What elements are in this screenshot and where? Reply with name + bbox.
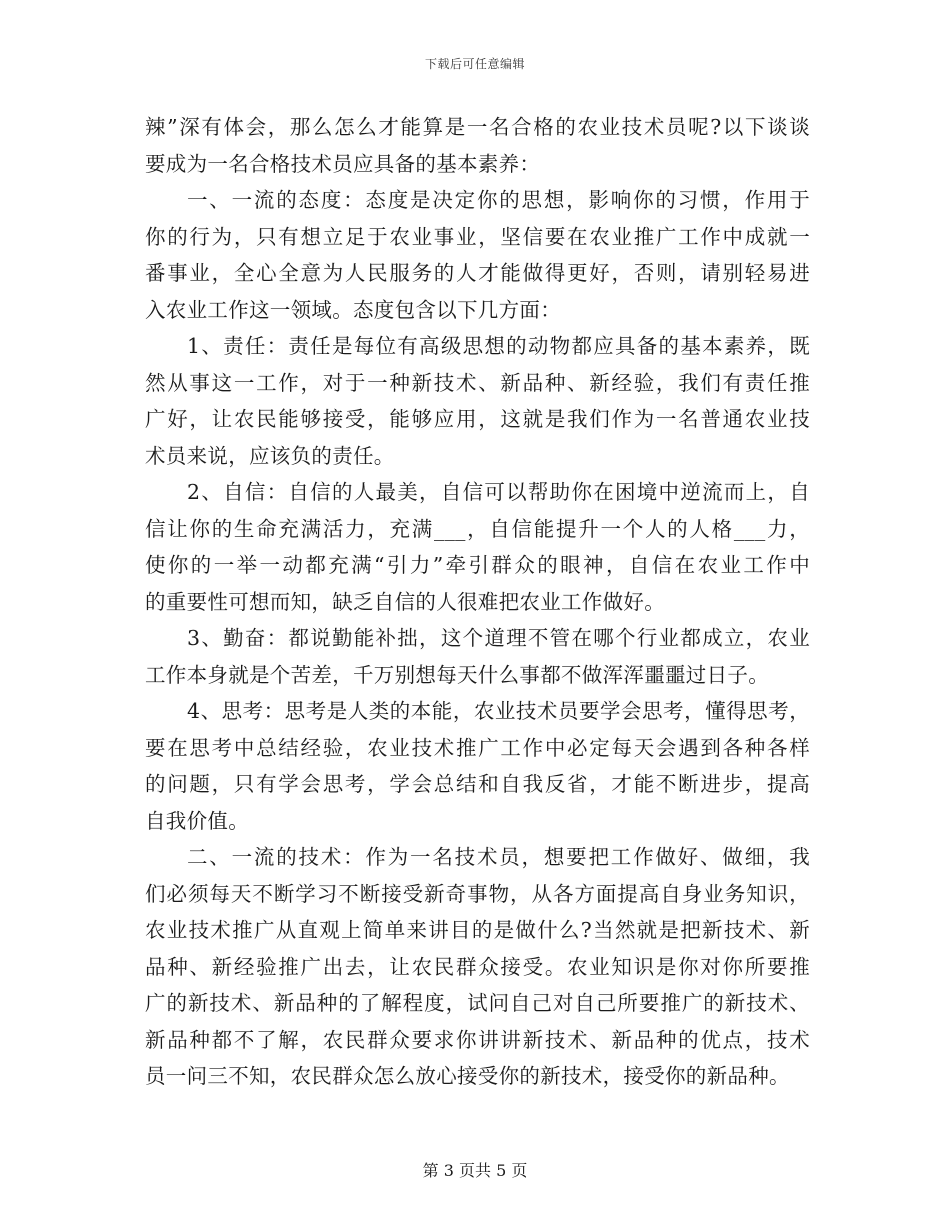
body-text-line: 辣”深有体会，那么怎么才能算是一名合格的农业技术员呢?以下谈谈 <box>145 115 810 139</box>
body-text-line: 员一问三不知，农民群众怎么放心接受你的新技术，接受你的新品种。 <box>145 1064 790 1088</box>
body-text-line: 要在思考中总结经验，农业技术推广工作中必定每天会遇到各种各样 <box>145 735 810 760</box>
body-text-line: 的重要性可想而知，缺乏自信的人很难把农业工作做好。 <box>145 589 665 614</box>
body-text-line: 工作本身就是个苦差，千万别想每天什么事都不做浑浑噩噩过日子。 <box>145 662 769 687</box>
body-text-line: 然从事这一工作，对于一种新技术、新品种、新经验，我们有责任推 <box>145 370 810 395</box>
body-text-line: 农业技术推广从直观上简单来讲目的是做什么?当然就是把新技术、新 <box>145 918 810 942</box>
body-text-line: 新品种都不了解，农民群众要求你讲讲新技术、新品种的优点，技术 <box>145 1027 810 1052</box>
body-text-line: 自我价值。 <box>145 808 249 833</box>
body-text-line: 番事业，全心全意为人民服务的人才能做得更好，否则，请别轻易进 <box>145 261 810 285</box>
body-text-line: 2、自信：自信的人最美，自信可以帮助你在困境中逆流而上，自 <box>187 480 810 504</box>
body-text-line: 广好，让农民能够接受，能够应用，这就是我们作为一名普通农业技 <box>145 407 810 431</box>
body-text-line: 1、责任：责任是每位有高级思想的动物都应具备的基本素养，既 <box>187 334 810 358</box>
page-number-footer: 第 3 页共 5 页 <box>422 1161 528 1180</box>
body-text-line: 入农业工作这一领域。态度包含以下几方面： <box>145 297 561 322</box>
body-text-line: 信让你的生命充满活力，充满___，自信能提升一个人的人格___力， <box>145 516 810 541</box>
body-text-line: 使你的一举一动都充满“引力”牵引群众的眼神，自信在农业工作中 <box>145 553 810 577</box>
body-text-line: 的问题，只有学会思考，学会总结和自我反省，才能不断进步，提高 <box>145 772 810 796</box>
body-text-line: 术员来说，应该负的责任。 <box>145 443 395 468</box>
body-text-line: 二、一流的技术：作为一名技术员，想要把工作做好、做细，我 <box>187 845 810 869</box>
body-text-line: 一、一流的态度：态度是决定你的思想，影响你的习惯，作用于 <box>187 188 810 212</box>
body-text-line: 广的新技术、新品种的了解程度，试问自己对自己所要推广的新技术、 <box>145 991 810 1015</box>
body-text-line: 你的行为，只有想立足于农业事业，坚信要在农业推广工作中成就一 <box>145 224 810 249</box>
page-header: 下载后可任意编辑 <box>424 57 525 71</box>
body-text-line: 要成为一名合格技术员应具备的基本素养： <box>145 151 541 176</box>
document-body <box>145 109 810 1095</box>
body-text-line: 3、勤奋：都说勤能补拙，这个道理不管在哪个行业都成立，农业 <box>187 626 810 650</box>
body-text-line: 品种、新经验推广出去，让农民群众接受。农业知识是你对你所要推 <box>145 954 810 979</box>
body-text-line: 4、思考：思考是人类的本能，农业技术员要学会思考，懂得思考， <box>187 699 810 723</box>
body-text-line: 们必须每天不断学习不断接受新奇事物，从各方面提高自身业务知识， <box>145 881 810 906</box>
